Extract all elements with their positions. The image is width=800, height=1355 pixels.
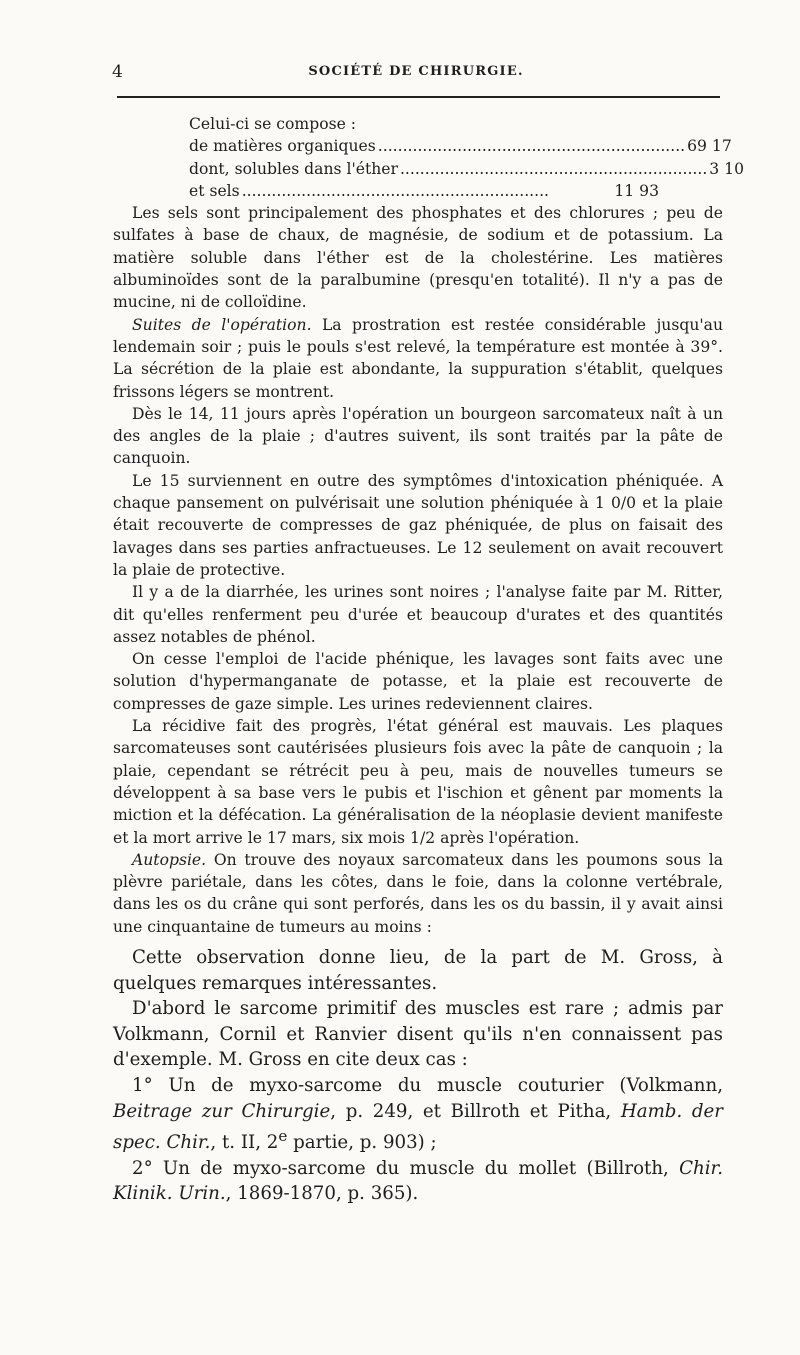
- paragraph: [113, 849, 723, 938]
- section-heading: Suites de l'opération.: [132, 315, 312, 334]
- header-rule: [117, 96, 720, 98]
- citation-text: , t. II, 2: [210, 1132, 279, 1154]
- composition-value: 3 10: [709, 159, 745, 178]
- paragraph-text: La prostration est restée considérable jusqu'au lendemain soir ; puis le pouls s'est relevé, la température est montée à 39°. La sécrétion de la plaie est abondante, la suppuration s'établit, quelques frissons légers se montrent.: [113, 315, 723, 401]
- composition-label: et sels: [189, 181, 240, 200]
- citation-title: Chir. Klinik. Urin.: [113, 1157, 723, 1205]
- leader-dots: ..............................................................: [377, 137, 686, 156]
- paragraph: Cette observation donne lieu, de la part de M. Gross, à quelques remarques intéressantes.: [113, 946, 723, 994]
- page-number: 4: [112, 62, 123, 82]
- paragraph: Dès le 14, 11 jours après l'opération un bourgeon sarcomateux naît à un des angles de la plaie ; d'autres suivent, ils sont traités par la pâte de canquoin.: [113, 404, 723, 468]
- citation-text: 1° Un de myxo-sarcome du muscle couturier (Volkmann,: [132, 1074, 723, 1096]
- composition-row: [189, 158, 745, 180]
- paragraph-text: On trouve des noyaux sarcomateux dans les poumons sous la plèvre pariétale, dans les côtes, dans le foie, dans la colonne vertébrale, dans les os du crâne qui sont perforés, dans les os du bassin, il y avait ainsi une cinquantaine de tumeurs au moins :: [113, 850, 723, 936]
- composition-row: [189, 135, 732, 157]
- running-title: SOCIÉTÉ DE CHIRURGIE.: [308, 64, 524, 79]
- paragraph: La récidive fait des progrès, l'état général est mauvais. Les plaques sarcomateuses sont cautérisées plusieurs fois avec la pâte de canquoin ; la plaie, cependant se rétrécit peu à peu, mais de nouvelles tumeurs se développent à sa base vers le pubis et l'ischion et gênent par moments la miction et la défécation. La généralisation de la néoplasie devient manifeste et la mort arrive le 17 mars, six mois 1/2 après l'opération.: [113, 717, 723, 847]
- paragraph: Le 15 surviennent en outre des symptômes d'intoxication phéniquée. A chaque pansement on pulvérisait une solution phéniquée à 1 0/0 et la plaie était recouverte de compresses de gaz phéniquée, de plus on faisait des lavages dans ses parties anfractueuses. Le 12 seulement on avait recouvert la plaie de protective.: [113, 471, 723, 579]
- composition-label: dont, solubles dans l'éther: [189, 159, 398, 178]
- composition-row: [189, 180, 659, 202]
- leader-dots: ..............................................................: [241, 181, 550, 200]
- paragraph: [113, 314, 723, 403]
- composition-value: 11 93: [614, 181, 659, 200]
- page-header: [112, 62, 720, 84]
- paragraph: Il y a de la diarrhée, les urines sont noires ; l'analyse faite par M. Ritter, dit qu'elles renferment peu d'urée et beaucoup d'urates et des quantités assez notables de phénol.: [113, 583, 723, 646]
- composition-label: de matières organiques: [189, 137, 376, 156]
- page-body: [113, 113, 745, 1207]
- discussion-text: [113, 945, 723, 1207]
- leader-dots: ..............................................................: [399, 159, 708, 178]
- citation-title: Beitrage zur Chirurgie: [113, 1100, 331, 1122]
- composition-intro: Celui-ci se compose :: [189, 115, 357, 133]
- paragraph: Les sels sont principalement des phosphates et des chlorures ; peu de sulfates à base de chaux, de magnésie, de sodium et de potassium. La matière soluble dans l'éther est de la cholestérine. Les matières albuminoïdes sont de la paralbumine (presqu'en totalité). Il n'y a pas de mucine, ni de colloïdine.: [113, 204, 723, 312]
- citation-item: [113, 1073, 723, 1156]
- composition-value: 69 17: [687, 137, 732, 156]
- paragraph: On cesse l'emploi de l'acide phénique, les lavages sont faits avec une solution d'hypermanganate de potasse, et la plaie est recouverte de compresses de gaze simple. Les urines redeviennent claires.: [113, 650, 723, 713]
- citation-text: 2° Un de myxo-sarcome du muscle du mollet (Billroth,: [132, 1157, 680, 1179]
- observation-text: [113, 113, 745, 938]
- citation-item: [113, 1156, 723, 1207]
- citation-text: , p. 249, et Billroth et Pitha,: [330, 1100, 621, 1122]
- citation-text: partie, p. 903) ;: [287, 1132, 437, 1154]
- paragraph: D'abord le sarcome primitif des muscles est rare ; admis par Volkmann, Cornil et Ranvier disent qu'ils n'en connaissent pas d'exemple. M. Gross en cite deux cas :: [113, 998, 723, 1071]
- section-heading: Autopsie.: [132, 850, 207, 869]
- superscript: e: [278, 1127, 288, 1146]
- citation-text: , 1869-1870, p. 365).: [225, 1183, 419, 1205]
- citation-title: Hamb. der spec. Chir.: [113, 1100, 723, 1154]
- composition-table: [189, 135, 745, 202]
